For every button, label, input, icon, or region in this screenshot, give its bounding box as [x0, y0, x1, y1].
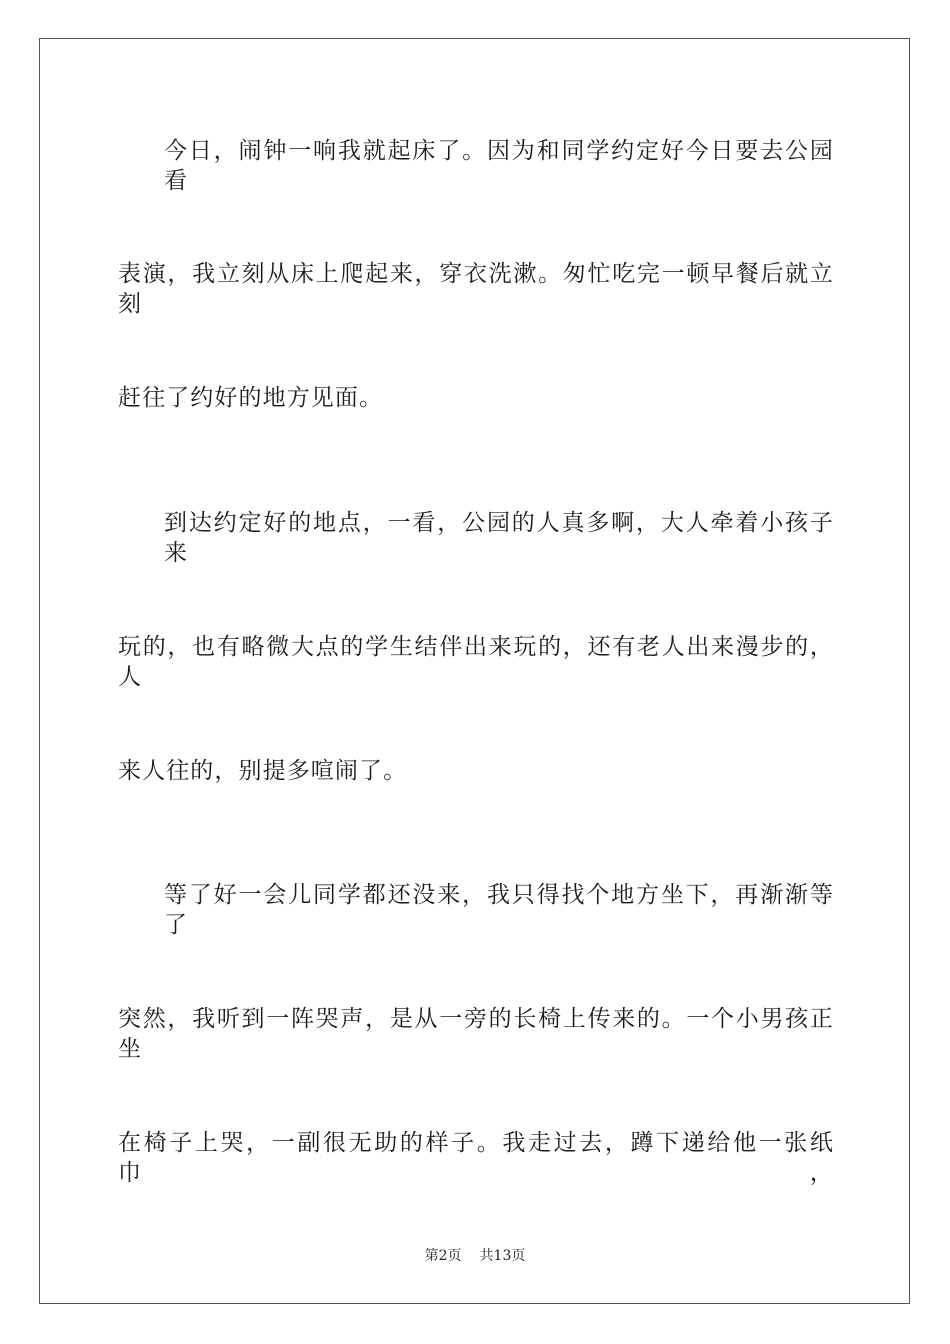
paragraph-3-line-2: 突然，我听到一阵哭声，是从一旁的长椅上传来的。一个小男孩正坐: [118, 1006, 834, 1062]
paragraph-3-line-3: 在椅子上哭，一副很无助的样子。我走过去，蹲下递给他一张纸巾，: [118, 1130, 834, 1186]
paragraph-2-line-3: 来人往的，别提多喧闹了。: [118, 758, 408, 784]
page-border: [39, 38, 910, 1304]
paragraph-1-line-2: 表演，我立刻从床上爬起来，穿衣洗漱。匆忙吃完一顿早餐后就立刻: [118, 261, 834, 317]
paragraph-1-line-3: 赶往了约好的地方见面。: [118, 385, 384, 411]
paragraph-1-line-1: 今日，闹钟一响我就起床了。因为和同学约定好今日要去公园看: [164, 138, 834, 194]
total-pages: 共13页: [479, 1248, 526, 1264]
page-footer: [0, 1247, 950, 1265]
paragraph-3-line-1: 等了好一会儿同学都还没来，我只得找个地方坐下，再渐渐等了: [164, 882, 834, 938]
paragraph-2-line-2: 玩的，也有略微大点的学生结伴出来玩的，还有老人出来漫步的，人: [118, 634, 834, 690]
page-number: 第2页: [424, 1248, 462, 1264]
paragraph-2-line-1: 到达约定好的地点，一看，公园的人真多啊，大人牵着小孩子来: [164, 510, 834, 566]
